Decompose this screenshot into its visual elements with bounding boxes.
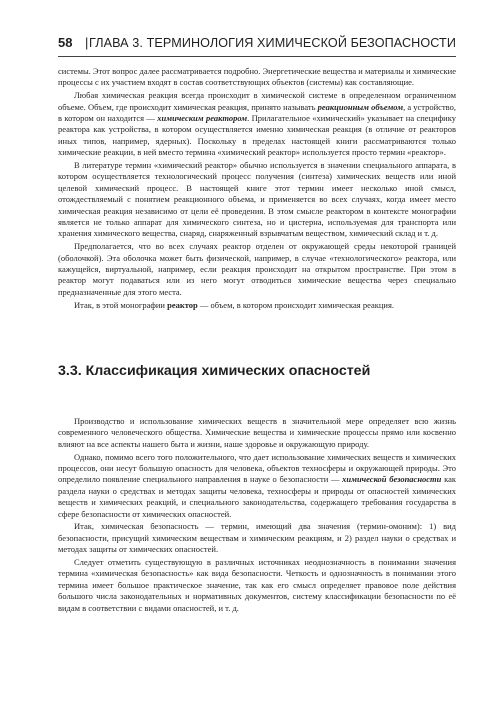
paragraph-text: Итак, химическая безопасность — термин, имеющий два значения (термин-омоним): 1) вид безопасности, присущий химическим веществам и химическим реакциям, и 2) раздел науки о средствах и методах защиты от химических опасностей. [58, 521, 456, 555]
section-heading: 3.3. Классификация химических опасностей [58, 363, 371, 379]
page-number: 58 [58, 35, 73, 50]
paragraph-text: Производство и использование химических веществ в значительной мере определяет всю жизнь современного человеческого общества. Химические вещества и химические процессы прямо или косвенно влияют на все аспекты нашего быта и жизни, наше здоровье и окружающую природу. [58, 416, 456, 449]
paragraph-production [58, 416, 456, 450]
paragraph-continuation [58, 66, 456, 89]
term-chemical-safety: химической безопасности [342, 474, 442, 485]
term-reactor: реактор [167, 299, 198, 310]
paragraph-reactor-definition [58, 300, 456, 311]
header-separator: | [85, 35, 89, 50]
paragraph-ambiguity [58, 557, 456, 614]
chapter-title: ГЛАВА 3. ТЕРМИНОЛОГИЯ ХИМИЧЕСКОЙ БЕЗОПАСНОСТИ [89, 36, 456, 50]
paragraph-text: как раздела науки о средствах и методах защиты человека, техносферы и природы от опасностей химических веществ и химических реакций, и специального законодательства, содержащего требования государства в сфере безопасности от химических опасностей. [58, 474, 456, 519]
body-text-bottom [58, 416, 456, 614]
header-rule [58, 56, 456, 57]
paragraph-text: , а устройство, в котором он находится — [58, 101, 456, 124]
term-reaction-volume: реакционным объемом [317, 101, 404, 112]
paragraph-text: системы. Этот вопрос далее рассматривается подробно. Энергетические вещества и материалы и химические процессы с их участием входят в состав соответствующих объектов (системы) как составляющие. [58, 66, 456, 88]
paragraph-chemical-safety [58, 452, 456, 520]
paragraph-text: Итак, в этой монографии [74, 299, 168, 310]
paragraph-reactor-literature [58, 160, 456, 240]
running-header [58, 35, 456, 51]
body-text-top [58, 66, 456, 311]
paragraph-homonym [58, 521, 456, 555]
paragraph-reactor-boundary [58, 241, 456, 298]
paragraph-text: Любая химическая реакция всегда происходит в химической системе в определенном ограниченном объеме. Объем, где происходит химическая реакция, принято называть [58, 90, 456, 112]
paragraph-reaction-volume [58, 90, 456, 158]
paragraph-text: Следует отметить существующую в различных источниках неоднозначность в понимании значения термина «химическая безопасность» как вида безопасности. Четкость и однозначность в понимании этого термина имеет большое практическое значение, так как его смысл определяет правовое поле действия большого числа законодательных и нормативных документов, систему классификации безопасности по её видам в соответствии с видами опасностей, и т. д. [58, 557, 456, 613]
paragraph-text: Предполагается, что во всех случаях реактор отделен от окружающей среды некоторой границей (оболочкой). Эта оболочка может быть физической, например, в случае «технологического» реактора, или кажущейся, виртуальной, например, если реакция происходит на открытом пространстве. При этом в реактор могут подаваться или из него могут отводиться химические вещества через специально предназначенные для этого места. [58, 241, 456, 297]
term-chemical-reactor: химическим реактором [157, 113, 248, 124]
paragraph-text: Однако, помимо всего того положительного, что дает использование химических веществ и химических процессов, они несут большую опасность для человека, объектов техносферы и окружающей природы. Это определило появление специального направления в науке о безопасности — [58, 451, 456, 485]
paragraph-text: — объем, в котором происходит химическая реакция. [197, 299, 395, 310]
paragraph-text: . Прилагательное «химический» указывает на специфику реактора как устройства, в котором осуществляется именно химическая реакция (в отличие от реакторов иных типов, например, ядерных). Поскольку в пределах настоящей книги рассматриваются только химические реакции, в ней вместо термина «химический реактор» используется просто термин «реактор». [58, 113, 456, 158]
paragraph-text: В литературе термин «химический реактор» обычно используется в значении специального аппарата, в котором осуществляется технологический процесс получения (синтеза) химических веществ или иной целевой химический процесс. В настоящей книге этот термин имеет несколько иной смысл, отождествляемый с понятием реакционного объема, и применяется во всех случаях, когда имеет место химическая реакция независимо от цели её проведения. В этом смысле реактором в контексте монографии является не только аппарат для химического синтеза, но и цистерна, используемая для транспорта или хранения химического вещества, снаряд, снаряженный взрывчатым веществом, химический склад и т. д. [58, 160, 456, 239]
